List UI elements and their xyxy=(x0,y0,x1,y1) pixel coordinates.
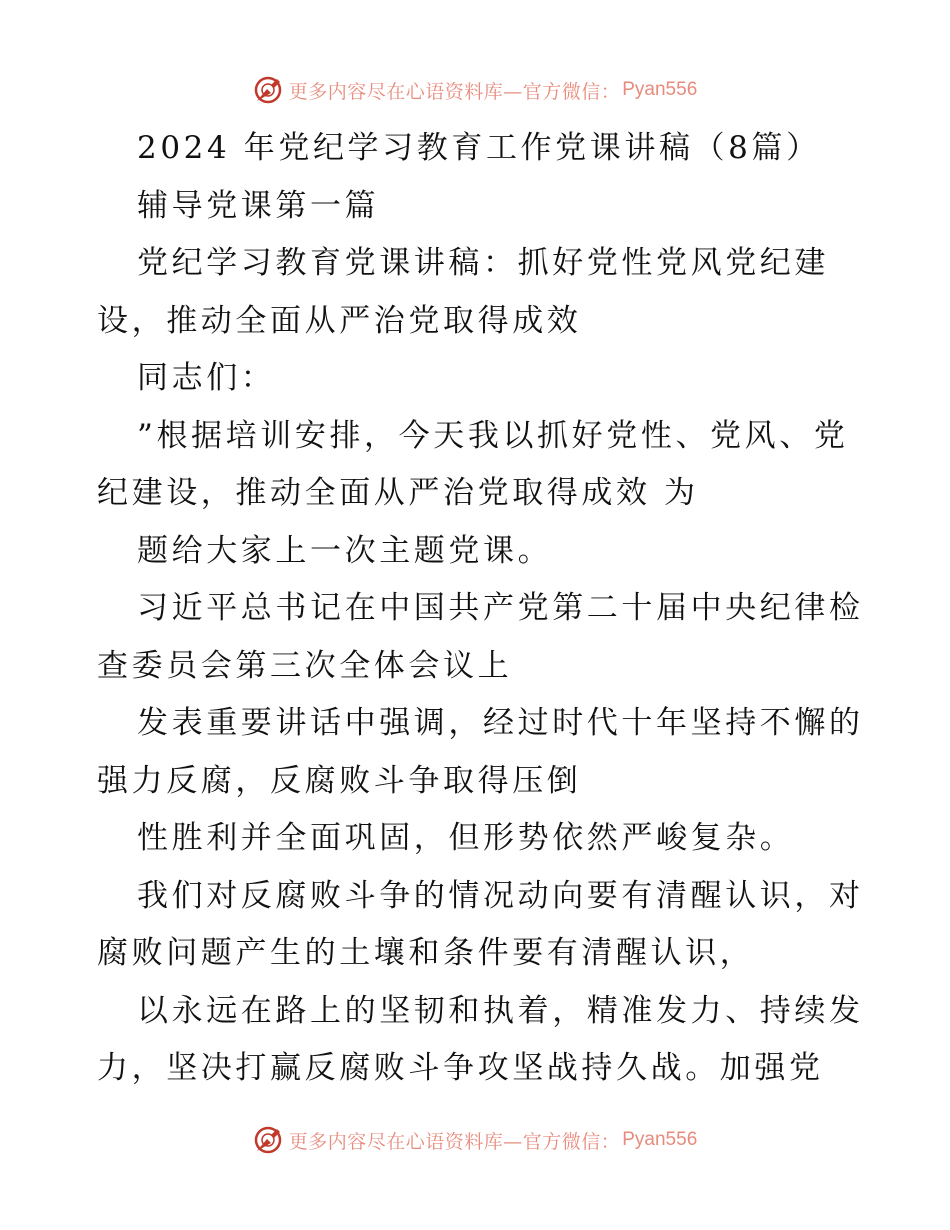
text-line: 以永远在路上的坚韧和执着，精准发力、持续发 xyxy=(137,992,864,1029)
text-line: 腐败问题产生的土壤和条件要有清醒认识， xyxy=(97,935,755,971)
pen-logo-icon xyxy=(253,75,283,105)
text-line: 我们对反腐败斗争的情况动向要有清醒认识，对 xyxy=(137,877,864,914)
watermark-wechat-id: Pyan556 xyxy=(622,1129,698,1150)
watermark-wechat-id: Pyan556 xyxy=(622,79,698,100)
document-body xyxy=(97,120,864,1098)
watermark-header xyxy=(0,70,950,110)
text-line: 党纪学习教育党课讲稿：抓好党性党风党纪建 xyxy=(137,245,829,281)
text-line: 辅导党课第一篇 xyxy=(137,187,380,224)
text-line: 强力反腐，反腐败斗争取得压倒 xyxy=(97,762,582,799)
text-line: 性胜利并全面巩固，但形势依然严峻复杂。 xyxy=(137,820,795,856)
text-line: ”根据培训安排，今天我以抓好党性、党风、党 xyxy=(137,417,849,454)
text-line: 纪建设，推动全面从严治党取得成效 为 xyxy=(97,475,699,511)
text-line: 同志们： xyxy=(137,360,276,396)
watermark-footer xyxy=(0,1120,950,1160)
text-line: 发表重要讲话中强调，经过时代十年坚持不懈的 xyxy=(137,705,864,741)
text-line: 力，坚决打赢反腐败斗争攻坚战持久战。加强党 xyxy=(97,1050,824,1086)
text-line: 2024 年党纪学习教育工作党课讲稿（8篇） xyxy=(137,130,821,166)
pen-logo-icon xyxy=(253,1125,283,1155)
text-line: 习近平总书记在中国共产党第二十届中央纪律检 xyxy=(137,590,864,626)
text-line: 题给大家上一次主题党课。 xyxy=(137,532,553,569)
watermark-text: 更多内容尽在心语资料库—官方微信： xyxy=(288,80,621,103)
watermark-text: 更多内容尽在心语资料库—官方微信： xyxy=(288,1130,621,1153)
text-line: 设，推动全面从严治党取得成效 xyxy=(97,302,582,339)
text-line: 查委员会第三次全体会议上 xyxy=(97,647,513,684)
